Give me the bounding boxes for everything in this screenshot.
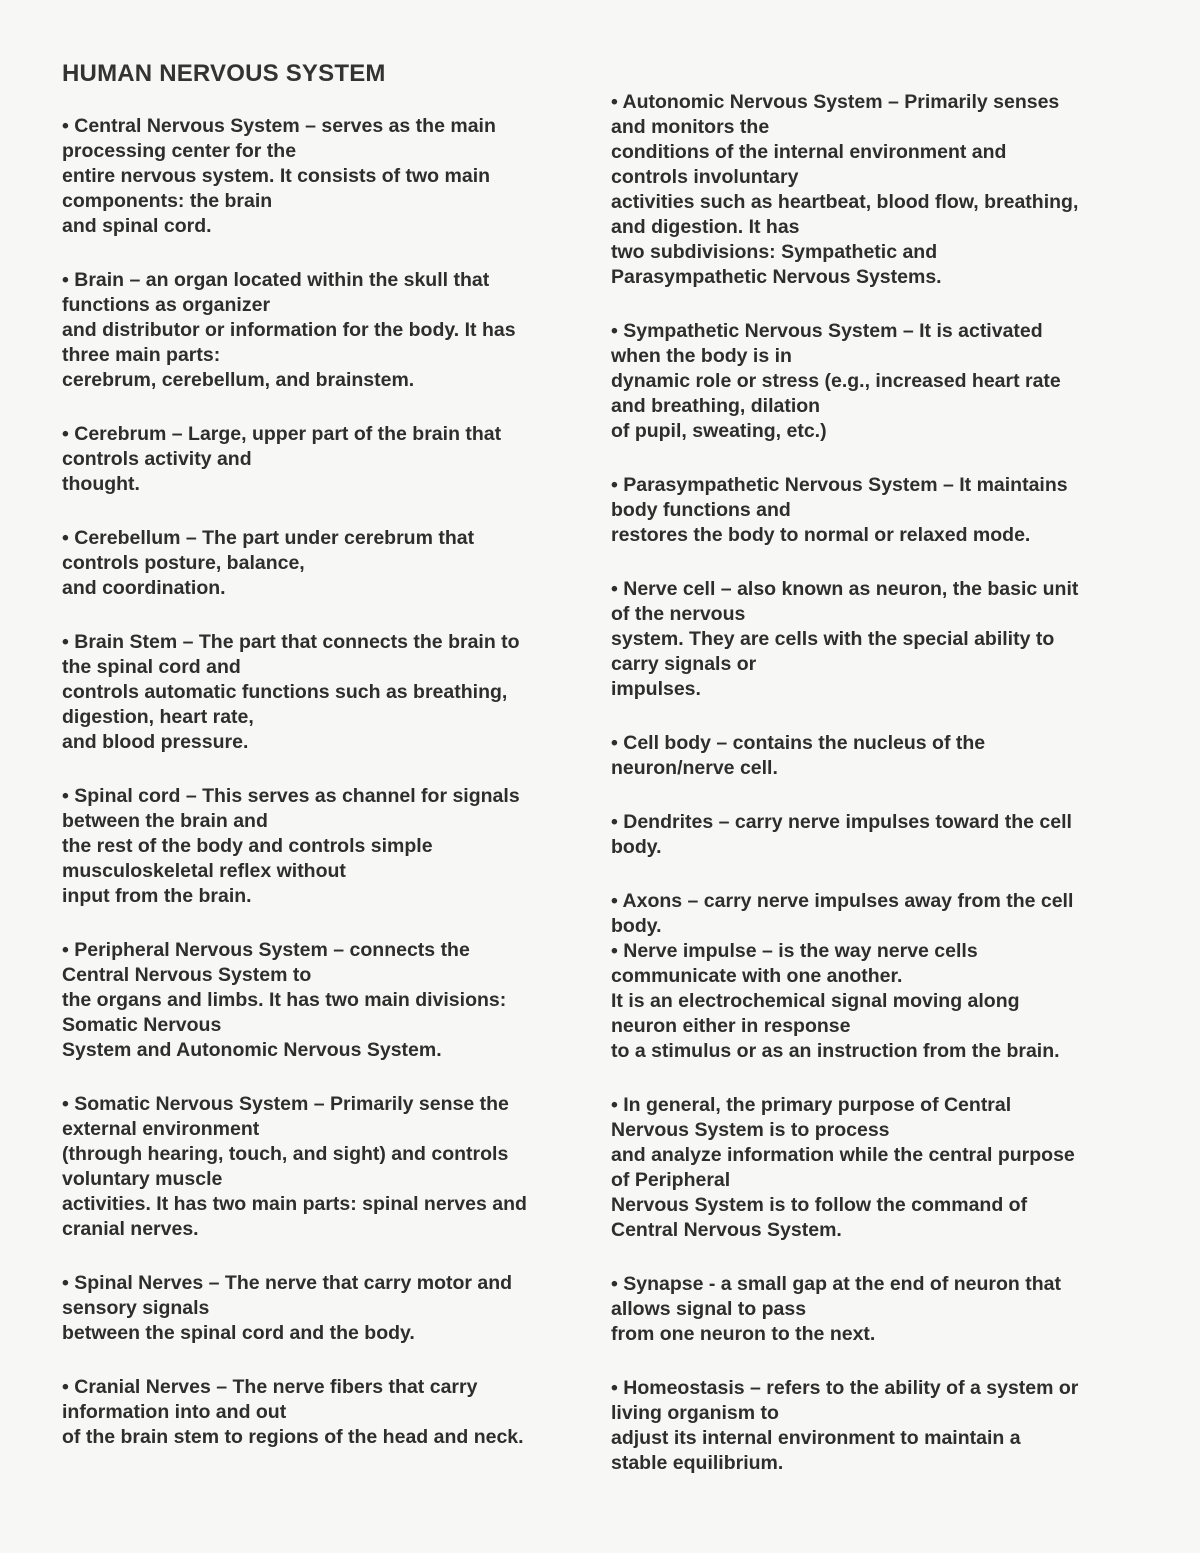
entry-line: information into and out <box>62 1401 287 1423</box>
entry-line: cranial nerves. <box>62 1218 199 1240</box>
entry-line: restores the body to normal or relaxed mode. <box>611 524 1031 546</box>
entry-line: adjust its internal environment to maintain a <box>611 1427 1021 1449</box>
entry-line: sensory signals <box>62 1297 210 1319</box>
entry-line: Nervous System is to process <box>611 1119 890 1141</box>
entry-line: and distributor or information for the body. It has <box>62 319 516 341</box>
entry-line: thought. <box>62 473 140 495</box>
left-entries <box>62 114 602 1450</box>
entry-line: • Somatic Nervous System – Primarily sense the <box>62 1093 509 1115</box>
entry-line: functions as organizer <box>62 294 271 316</box>
entry-line: • Homeostasis – refers to the ability of a system or <box>611 1377 1079 1399</box>
definition-entry <box>611 889 1151 939</box>
entry-line: and coordination. <box>62 577 226 599</box>
entry-line: controls automatic functions such as breathing, <box>62 681 508 703</box>
entry-line: Nervous System is to follow the command of <box>611 1194 1028 1216</box>
entry-line: • Dendrites – carry nerve impulses toward the cell <box>611 811 1072 833</box>
definition-entry <box>611 1376 1151 1476</box>
entry-line: and breathing, dilation <box>611 395 821 417</box>
definition-entry <box>611 319 1151 444</box>
entry-line: when the body is in <box>611 345 792 367</box>
entry-line: It is an electrochemical signal moving along <box>611 990 1020 1012</box>
entry-line: musculoskeletal reflex without <box>62 860 346 882</box>
entry-line: digestion, heart rate, <box>62 706 254 728</box>
entry-line: the organs and limbs. It has two main divisions: <box>62 989 507 1011</box>
entry-line: and spinal cord. <box>62 215 212 237</box>
entry-line: body functions and <box>611 499 791 521</box>
entry-line: controls posture, balance, <box>62 552 305 574</box>
entry-line: Parasympathetic Nervous Systems. <box>611 266 942 288</box>
definition-entry <box>611 731 1151 781</box>
entry-line: communicate with one another. <box>611 965 903 987</box>
definition-entry <box>611 473 1151 548</box>
entry-line: and monitors the <box>611 116 770 138</box>
entry-line: between the brain and <box>62 810 268 832</box>
left-column <box>62 60 602 1479</box>
entry-line: between the spinal cord and the body. <box>62 1322 415 1344</box>
entry-line: activities. It has two main parts: spinal nerves and <box>62 1193 527 1215</box>
entry-line: • Spinal Nerves – The nerve that carry motor and <box>62 1272 513 1294</box>
entry-line: two subdivisions: Sympathetic and <box>611 241 938 263</box>
definition-entry <box>611 90 1151 290</box>
entry-line: and blood pressure. <box>62 731 249 753</box>
definition-entry <box>611 1272 1151 1347</box>
entry-line: to a stimulus or as an instruction from the brain. <box>611 1040 1060 1062</box>
entry-line: carry signals or <box>611 653 757 675</box>
entry-line: • Parasympathetic Nervous System – It maintains <box>611 474 1068 496</box>
entry-line: components: the brain <box>62 190 273 212</box>
entry-line: dynamic role or stress (e.g., increased heart rate <box>611 370 1061 392</box>
entry-line: neuron/nerve cell. <box>611 757 778 779</box>
page-title: HUMAN NERVOUS SYSTEM <box>62 60 386 87</box>
entry-line: • Cell body – contains the nucleus of the <box>611 732 986 754</box>
entry-line: living organism to <box>611 1402 779 1424</box>
entry-line: • Spinal cord – This serves as channel for signals <box>62 785 520 807</box>
definition-entry <box>611 810 1151 860</box>
entry-line: impulses. <box>611 678 701 700</box>
entry-line: of Peripheral <box>611 1169 731 1191</box>
entry-line: of the nervous <box>611 603 746 625</box>
entry-line: • Brain – an organ located within the skull that <box>62 269 490 291</box>
right-entries <box>611 90 1151 1476</box>
right-column <box>611 90 1151 1505</box>
entry-line: body. <box>611 836 662 858</box>
entry-line: • Cerebrum – Large, upper part of the brain that <box>62 423 502 445</box>
definition-entry <box>611 1093 1151 1243</box>
entry-line: three main parts: <box>62 344 221 366</box>
entry-line: • In general, the primary purpose of Central <box>611 1094 1012 1116</box>
entry-line: cerebrum, cerebellum, and brainstem. <box>62 369 415 391</box>
definition-entry <box>62 526 602 601</box>
definition-entry <box>62 422 602 497</box>
entry-line: of pupil, sweating, etc.) <box>611 420 827 442</box>
entry-line: • Nerve cell – also known as neuron, the basic unit <box>611 578 1079 600</box>
entry-line: (through hearing, touch, and sight) and controls <box>62 1143 509 1165</box>
entry-line: input from the brain. <box>62 885 252 907</box>
entry-line: • Axons – carry nerve impulses away from the cell <box>611 890 1074 912</box>
definition-entry <box>62 1092 602 1242</box>
entry-line: the rest of the body and controls simple <box>62 835 433 857</box>
definition-entry <box>62 268 602 393</box>
entry-line: stable equilibrium. <box>611 1452 784 1474</box>
entry-line: • Cerebellum – The part under cerebrum that <box>62 527 475 549</box>
entry-line: and analyze information while the central purpose <box>611 1144 1075 1166</box>
entry-line: Somatic Nervous <box>62 1014 222 1036</box>
entry-line: processing center for the <box>62 140 297 162</box>
entry-line: Central Nervous System. <box>611 1219 842 1241</box>
entry-line: controls involuntary <box>611 166 799 188</box>
definition-entry <box>62 1375 602 1450</box>
definition-entry <box>62 784 602 909</box>
entry-line: external environment <box>62 1118 260 1140</box>
entry-line: Central Nervous System to <box>62 964 312 986</box>
entry-line: of the brain stem to regions of the head and neck. <box>62 1426 524 1448</box>
entry-line: controls activity and <box>62 448 252 470</box>
definition-entry <box>62 1271 602 1346</box>
entry-line: body. <box>611 915 662 937</box>
definition-entry <box>611 577 1151 702</box>
entry-line: • Central Nervous System – serves as the main <box>62 115 496 137</box>
entry-line: System and Autonomic Nervous System. <box>62 1039 442 1061</box>
entry-line: • Nerve impulse – is the way nerve cells <box>611 940 978 962</box>
definition-entry <box>611 939 1151 1064</box>
entry-line: entire nervous system. It consists of two main <box>62 165 491 187</box>
definition-entry <box>62 114 602 239</box>
entry-line: the spinal cord and <box>62 656 241 678</box>
definition-entry <box>62 938 602 1063</box>
definition-entry <box>62 630 602 755</box>
entry-line: allows signal to pass <box>611 1298 807 1320</box>
entry-line: • Sympathetic Nervous System – It is activated <box>611 320 1043 342</box>
entry-line: activities such as heartbeat, blood flow, breathing, <box>611 191 1079 213</box>
entry-line: system. They are cells with the special ability to <box>611 628 1055 650</box>
entry-line: neuron either in response <box>611 1015 851 1037</box>
entry-line: voluntary muscle <box>62 1168 223 1190</box>
entry-line: • Peripheral Nervous System – connects the <box>62 939 470 961</box>
entry-line: and digestion. It has <box>611 216 800 238</box>
entry-line: from one neuron to the next. <box>611 1323 876 1345</box>
entry-line: • Cranial Nerves – The nerve fibers that carry <box>62 1376 478 1398</box>
entry-line: • Autonomic Nervous System – Primarily senses <box>611 91 1060 113</box>
entry-line: • Brain Stem – The part that connects the brain to <box>62 631 520 653</box>
entry-line: • Synapse - a small gap at the end of neuron that <box>611 1273 1061 1295</box>
entry-line: conditions of the internal environment and <box>611 141 1007 163</box>
